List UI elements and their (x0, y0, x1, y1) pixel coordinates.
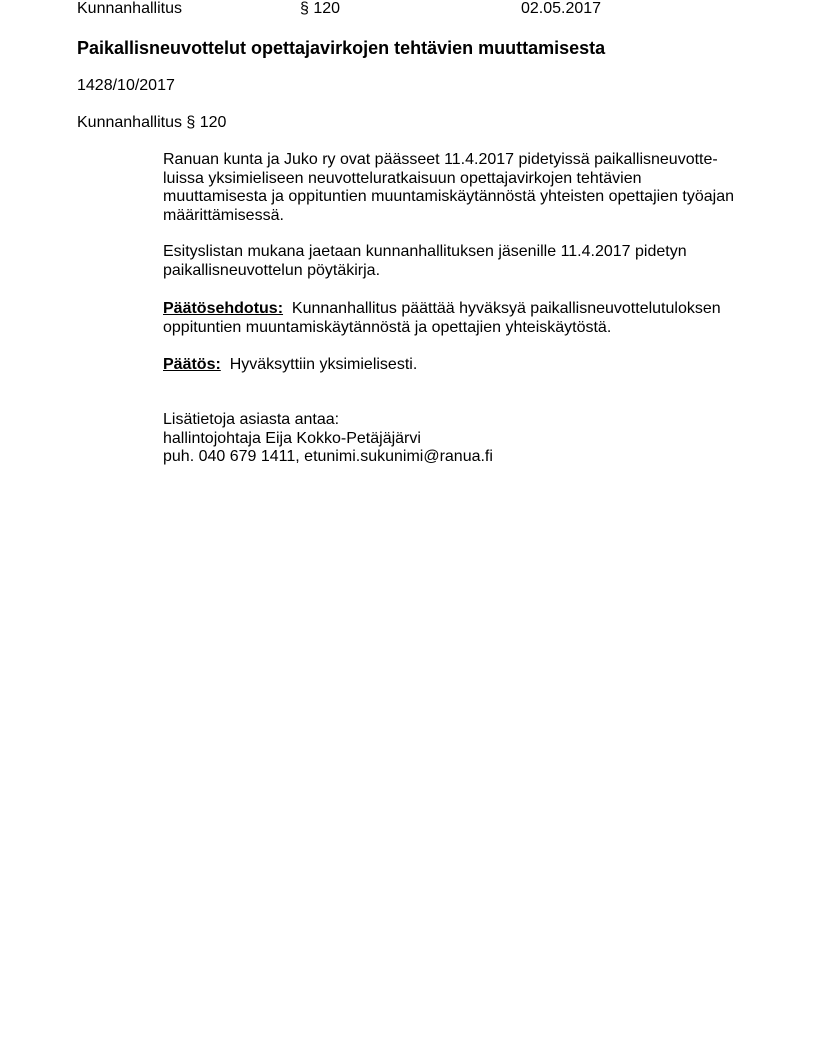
paragraph-line: Ranuan kunta ja Juko ry ovat päässeet 11.4.2017 pidetyissä paikallisneuvotte- (163, 151, 718, 168)
paragraph-line: luissa yksimieliseen neuvotteluratkaisuun opettajavirkojen tehtävien (163, 169, 642, 187)
decision (163, 356, 763, 375)
document-header (77, 0, 777, 20)
decision-text: Hyväksyttiin yksimielisesti. (220, 356, 418, 373)
paragraph-line: muuttamisesta ja oppituntien muuntamiskäytännöstä yhteisten opettajien työajan (163, 188, 735, 205)
paragraph-attachment (163, 243, 763, 280)
paragraph-line: Esityslistan mukana jaetaan kunnanhallituksen jäsenille 11.4.2017 pidetyn (163, 243, 687, 260)
contact-phone-email: puh. 040 679 1411, etunimi.sukunimi@ranua.fi (163, 448, 493, 465)
contact-person: hallintojohtaja Eija Kokko-Petäjäjärvi (163, 429, 421, 447)
proposal-line: oppituntien muuntamiskäytännöstä ja opettajien yhteiskäytöstä. (163, 318, 612, 336)
proposal-text: Kunnanhallitus päättää hyväksyä paikallisneuvottelutuloksen (283, 300, 721, 317)
paragraph-line: määrittämisessä. (163, 206, 284, 224)
decision-line (163, 356, 763, 375)
contact-info (163, 411, 763, 467)
decision-label: Päätös: (163, 356, 221, 373)
paragraph-line: paikallisneuvottelun pöytäkirja. (163, 261, 381, 279)
section-reference: Kunnanhallitus § 120 (77, 114, 227, 131)
decision-proposal (163, 300, 763, 337)
proposal-line (163, 300, 763, 319)
document-title: Paikallisneuvottelut opettajavirkojen tehtävien muuttamisesta (77, 38, 606, 58)
case-number: 1428/10/2017 (77, 77, 175, 94)
header-body-name: Kunnanhallitus (77, 0, 182, 17)
contact-intro: Lisätietoja asiasta antaa: (163, 411, 340, 428)
proposal-label: Päätösehdotus: (163, 300, 284, 317)
header-date: 02.05.2017 (521, 0, 602, 17)
header-section: § 120 (300, 0, 341, 17)
paragraph-background (163, 151, 763, 225)
